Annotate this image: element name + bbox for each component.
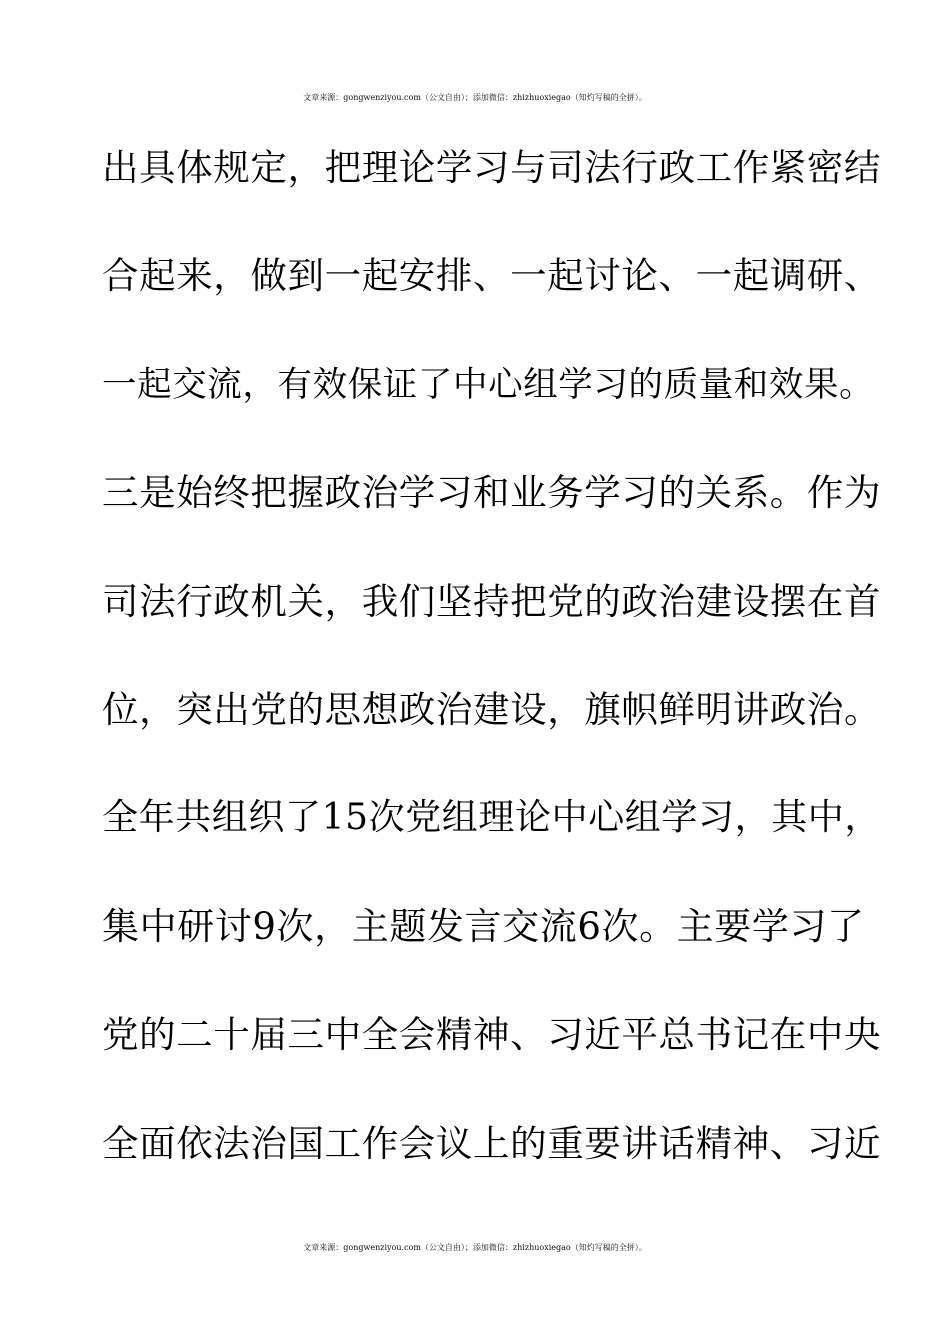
body-line-5: 司法行政机关，我们坚持把党的政治建设摆在首 bbox=[102, 579, 882, 623]
page-footer-source-note: 文章来源：gongwenziyou.com（公文自由）；添加微信：zhizhuoxiegao（知灼写稿的全拼）。 bbox=[303, 1243, 647, 1252]
body-line-3: 一起交流，有效保证了中心组学习的质量和效果。 bbox=[102, 364, 875, 405]
body-line-9: 党的二十届三中全会精神、习近平总书记在中央 bbox=[102, 1013, 882, 1057]
body-line-1: 出具体规定，把理论学习与司法行政工作紧密结 bbox=[102, 146, 882, 189]
body-line-4: 三是始终把握政治学习和业务学习的关系。作为 bbox=[102, 471, 882, 515]
body-line-10: 全面依法治国工作会议上的重要讲话精神、习近 bbox=[102, 1121, 882, 1165]
body-line-8: 集中研讨9次，主题发言交流6次。主要学习了 bbox=[102, 904, 865, 948]
document-body bbox=[102, 136, 882, 1220]
body-line-6: 位，突出党的思想政治建设，旗帜鲜明讲政治。 bbox=[102, 687, 882, 731]
page-header-source-note: 文章来源：gongwenziyou.com（公文自由）；添加微信：zhizhuoxiegao（知灼写稿的全拼）。 bbox=[303, 93, 647, 102]
body-line-2: 合起来，做到一起安排、一起讨论、一起调研、 bbox=[102, 254, 882, 298]
body-line-7: 全年共组织了15次党组理论中心组学习，其中， bbox=[102, 797, 882, 839]
